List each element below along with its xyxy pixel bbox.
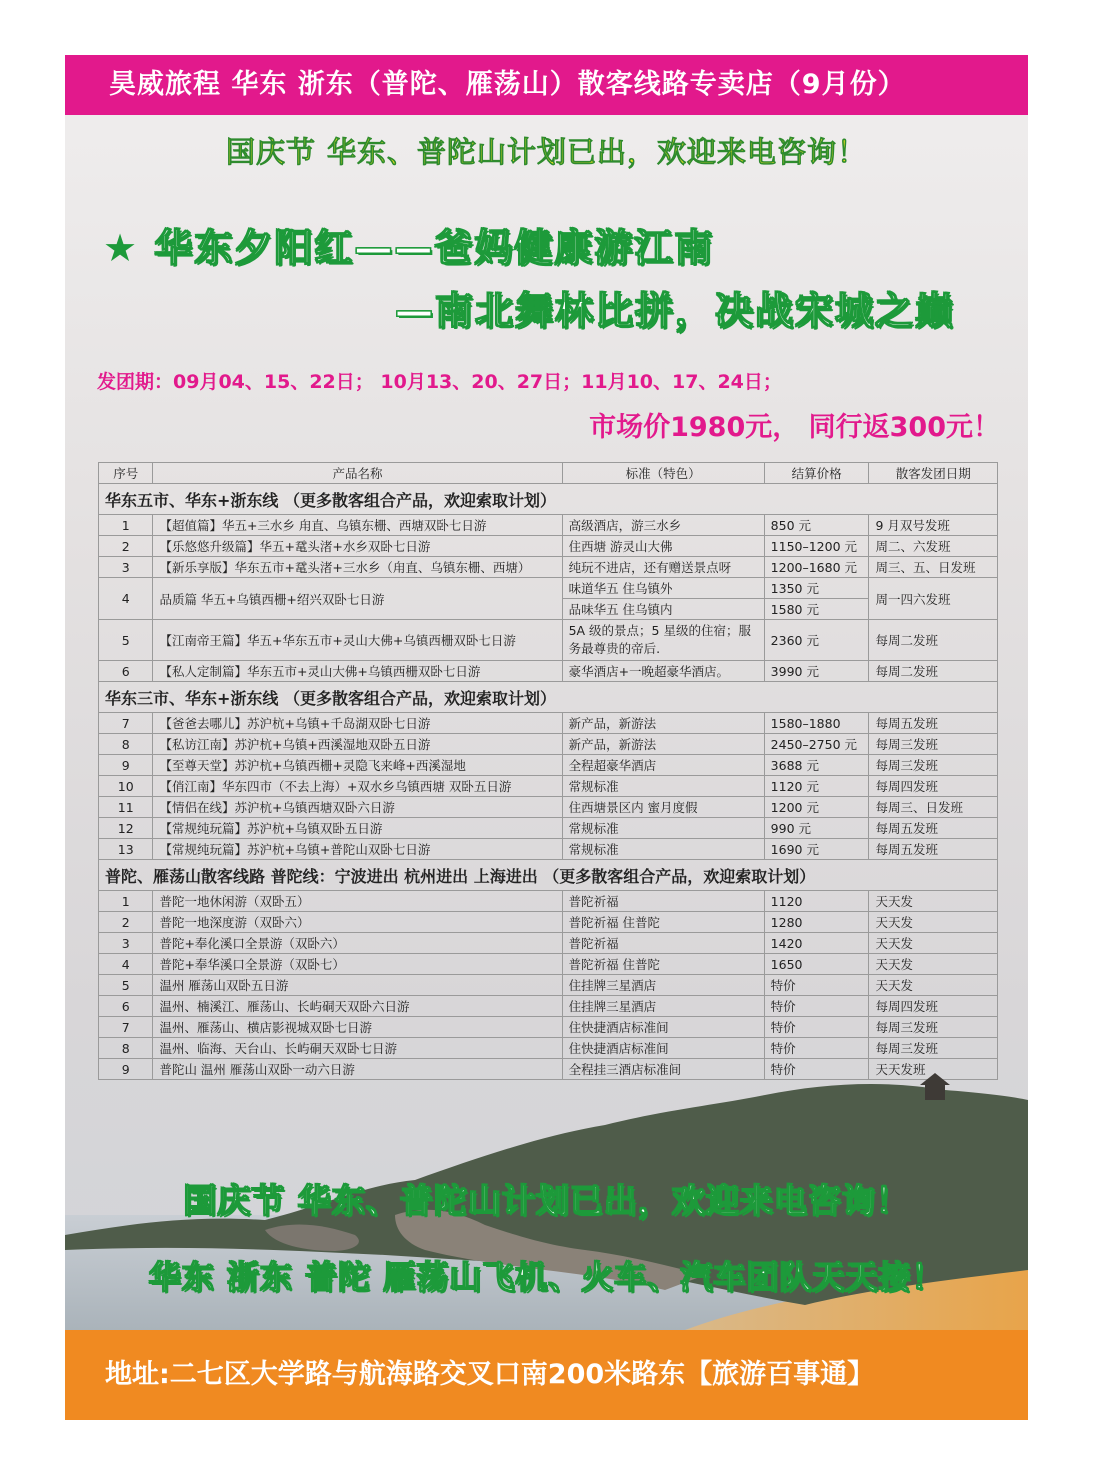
product-name: 【私人定制篇】华东五市+灵山大佛+乌镇西栅双卧七日游 [153,661,562,682]
departure-schedule: 每周二发班 [869,620,998,661]
settlement-price: 特价 [764,996,869,1017]
table-row [99,975,998,996]
departure-schedule: 每周三发班 [869,1038,998,1059]
row-number: 11 [99,797,153,818]
table-row [99,996,998,1017]
product-name: 【私访江南】苏沪杭+乌镇+西溪湿地双卧五日游 [153,734,562,755]
row-number: 1 [99,515,153,536]
row-number: 8 [99,734,153,755]
header-bar [65,55,1028,115]
standard-feature: 住西塘 游灵山大佛 [562,536,764,557]
departure-schedule: 天天发 [869,975,998,996]
market-price: 市场价1980元， 同行返300元！ [589,412,1000,443]
product-name: 普陀山 温州 雁荡山双卧一动六日游 [153,1059,562,1080]
departure-schedule: 每周三发班 [869,734,998,755]
product-name: 【情侣在线】苏沪杭+乌镇西塘双卧六日游 [153,797,562,818]
departure-schedule: 每周五发班 [869,713,998,734]
departure-schedule: 天天发 [869,954,998,975]
row-number: 5 [99,975,153,996]
table-row [99,1017,998,1038]
standard-feature: 纯玩不进店，还有赠送景点呀 [562,557,764,578]
settlement-price: 2450–2750 元 [764,734,869,755]
standard-feature: 味道华五 住乌镇外 [562,578,764,599]
product-name: 温州 雁荡山双卧五日游 [153,975,562,996]
table-row [99,515,998,536]
row-number: 7 [99,1017,153,1038]
product-name: 【俏江南】华东四市（不去上海）+双水乡乌镇西塘 双卧五日游 [153,776,562,797]
departure-dates: 发团期：09月04、15、22日； 10月13、20、27日；11月10、17、24日； [97,371,782,393]
table-row [99,1038,998,1059]
standard-feature: 新产品，新游法 [562,713,764,734]
section-row [99,682,998,713]
travel-poster [65,55,1028,1420]
row-number: 2 [99,536,153,557]
table-row [99,755,998,776]
header-cell: 标准（特色） [562,463,764,484]
header-cell: 产品名称 [153,463,562,484]
table-row [99,818,998,839]
settlement-price: 特价 [764,1059,869,1080]
header-cell: 序号 [99,463,153,484]
header-cell: 散客发团日期 [869,463,998,484]
table-header-row [99,463,998,484]
row-number: 9 [99,1059,153,1080]
settlement-price: 1200–1680 元 [764,557,869,578]
row-number: 6 [99,661,153,682]
departure-schedule: 天天发 [869,912,998,933]
settlement-price: 1150–1200 元 [764,536,869,557]
standard-feature: 住快捷酒店标准间 [562,1038,764,1059]
settlement-price: 1650 [764,954,869,975]
row-number: 6 [99,996,153,1017]
row-number: 12 [99,818,153,839]
settlement-price: 1200 元 [764,797,869,818]
departure-schedule: 天天发 [869,891,998,912]
product-name: 普陀+奉华溪口全景游（双卧七） [153,954,562,975]
row-number: 3 [99,933,153,954]
table-row [99,954,998,975]
product-name: 【爸爸去哪儿】苏沪杭+乌镇+千岛湖双卧七日游 [153,713,562,734]
standard-feature: 常规标准 [562,776,764,797]
settlement-price: 特价 [764,975,869,996]
standard-feature: 新产品，新游法 [562,734,764,755]
standard-feature: 豪华酒店+一晚超豪华酒店。 [562,661,764,682]
standard-feature: 常规标准 [562,839,764,860]
departure-schedule: 天天发班 [869,1059,998,1080]
product-name: 【常规纯玩篇】苏沪杭+乌镇双卧五日游 [153,818,562,839]
section-title: 华东三市、华东+浙东线 （更多散客组合产品，欢迎索取计划） [99,682,998,713]
settlement-price: 1350 元 [764,578,869,599]
row-number: 4 [99,954,153,975]
settlement-price: 特价 [764,1038,869,1059]
settlement-price: 990 元 [764,818,869,839]
departure-schedule: 每周四发班 [869,776,998,797]
section-title: 华东五市、华东+浙东线 （更多散客组合产品，欢迎索取计划） [99,484,998,515]
settlement-price: 特价 [764,1017,869,1038]
table-row [99,557,998,578]
product-name: 【新乐享版】华东五市+鼋头渚+三水乡（甪直、乌镇东栅、西塘） [153,557,562,578]
settlement-price: 850 元 [764,515,869,536]
table-row [99,734,998,755]
table-body [99,484,998,1080]
product-name: 【乐悠悠升级篇】华五+鼋头渚+水乡双卧七日游 [153,536,562,557]
product-name: 普陀+奉化溪口全景游（双卧六） [153,933,562,954]
table-row [99,620,998,661]
route-table [98,462,998,1080]
bottom-service-line: 华东 浙东 普陀 雁荡山飞机、火车、汽车团队天天接！ [148,1258,945,1296]
row-number: 8 [99,1038,153,1059]
table-row [99,536,998,557]
product-name: 温州、临海、天台山、长屿硐天双卧七日游 [153,1038,562,1059]
departure-schedule: 每周三发班 [869,1017,998,1038]
footer-bar [65,1330,1028,1420]
standard-feature: 普陀祈福 [562,891,764,912]
departure-schedule: 周二、六发班 [869,536,998,557]
standard-feature: 全程超豪华酒店 [562,755,764,776]
headline-line-1-text: 华东夕阳红——爸妈健康游江南 [154,226,715,270]
table-row [99,776,998,797]
departure-schedule: 周三、五、日发班 [869,557,998,578]
standard-feature: 普陀祈福 住普陀 [562,912,764,933]
settlement-price: 1120 元 [764,776,869,797]
departure-schedule: 每周四发班 [869,996,998,1017]
table-row [99,891,998,912]
standard-feature: 5A 级的景点；5 星级的住宿；服务最尊贵的帝后. [562,620,764,661]
row-number: 13 [99,839,153,860]
standard-feature: 住挂牌三星酒店 [562,996,764,1017]
standard-feature: 高级酒店，游三水乡 [562,515,764,536]
table-cell: 1580 元 [764,599,869,620]
row-number: 9 [99,755,153,776]
settlement-price: 1420 [764,933,869,954]
header-cell: 结算价格 [764,463,869,484]
table-row [99,797,998,818]
bottom-announcement: 国庆节 华东、普陀山计划已出，欢迎来电咨询！ [183,1181,910,1220]
standard-feature: 全程挂三酒店标准间 [562,1059,764,1080]
departure-schedule: 每周二发班 [869,661,998,682]
table-row [99,578,998,599]
settlement-price: 1280 [764,912,869,933]
row-number: 1 [99,891,153,912]
product-name: 温州、雁荡山、横店影视城双卧七日游 [153,1017,562,1038]
section-row [99,860,998,891]
settlement-price: 3688 元 [764,755,869,776]
headline-line-1 [103,217,714,272]
product-name: 普陀一地深度游（双卧六） [153,912,562,933]
table-row [99,661,998,682]
product-name: 【江南帝王篇】华五+华东五市+灵山大佛+乌镇西栅双卧七日游 [153,620,562,661]
star-icon: ★ [103,226,140,270]
product-name: 【至尊天堂】苏沪杭+乌镇西栅+灵隐飞来峰+西溪湿地 [153,755,562,776]
standard-feature: 住快捷酒店标准间 [562,1017,764,1038]
table-row [99,933,998,954]
row-number: 5 [99,620,153,661]
footer-address: 地址:二七区大学路与航海路交叉口南200米路东【旅游百事通】 [105,1359,875,1390]
product-name: 【超值篇】华五+三水乡 甪直、乌镇东栅、西塘双卧七日游 [153,515,562,536]
standard-feature: 普陀祈福 住普陀 [562,954,764,975]
settlement-price: 1580–1880 [764,713,869,734]
departure-schedule: 每周三、日发班 [869,797,998,818]
standard-feature: 住挂牌三星酒店 [562,975,764,996]
product-name: 【常规纯玩篇】苏沪杭+乌镇+普陀山双卧七日游 [153,839,562,860]
holiday-announcement: 国庆节 华东、普陀山计划已出，欢迎来电咨询！ [225,135,868,169]
departure-schedule: 周一四六发班 [869,578,998,620]
product-name: 普陀一地休闲游（双卧五） [153,891,562,912]
header-title: 昊威旅程 华东 浙东（普陀、雁荡山）散客线路专卖店（9月份） [109,69,906,100]
departure-schedule: 天天发 [869,933,998,954]
table-row [99,912,998,933]
table-row [99,839,998,860]
departure-schedule: 每周三发班 [869,755,998,776]
settlement-price: 2360 元 [764,620,869,661]
table-cell: 品味华五 住乌镇内 [562,599,764,620]
departure-schedule: 9 月双号发班 [869,515,998,536]
product-name: 品质篇 华五+乌镇西栅+绍兴双卧七日游 [153,578,562,620]
table-row [99,713,998,734]
standard-feature: 住西塘景区内 蜜月度假 [562,797,764,818]
section-title: 普陀、雁荡山散客线路 普陀线：宁波进出 杭州进出 上海进出 （更多散客组合产品，欢迎索取计划） [99,860,998,891]
headline-line-2: —南北舞林比拼，决战宋城之巅 [395,289,956,333]
row-number: 3 [99,557,153,578]
departure-schedule: 每周五发班 [869,839,998,860]
product-name: 温州、楠溪江、雁荡山、长屿硐天双卧六日游 [153,996,562,1017]
settlement-price: 1690 元 [764,839,869,860]
row-number: 7 [99,713,153,734]
row-number: 2 [99,912,153,933]
row-number: 4 [99,578,153,620]
row-number: 10 [99,776,153,797]
departure-schedule: 每周五发班 [869,818,998,839]
section-row [99,484,998,515]
settlement-price: 3990 元 [764,661,869,682]
settlement-price: 1120 [764,891,869,912]
standard-feature: 常规标准 [562,818,764,839]
standard-feature: 普陀祈福 [562,933,764,954]
